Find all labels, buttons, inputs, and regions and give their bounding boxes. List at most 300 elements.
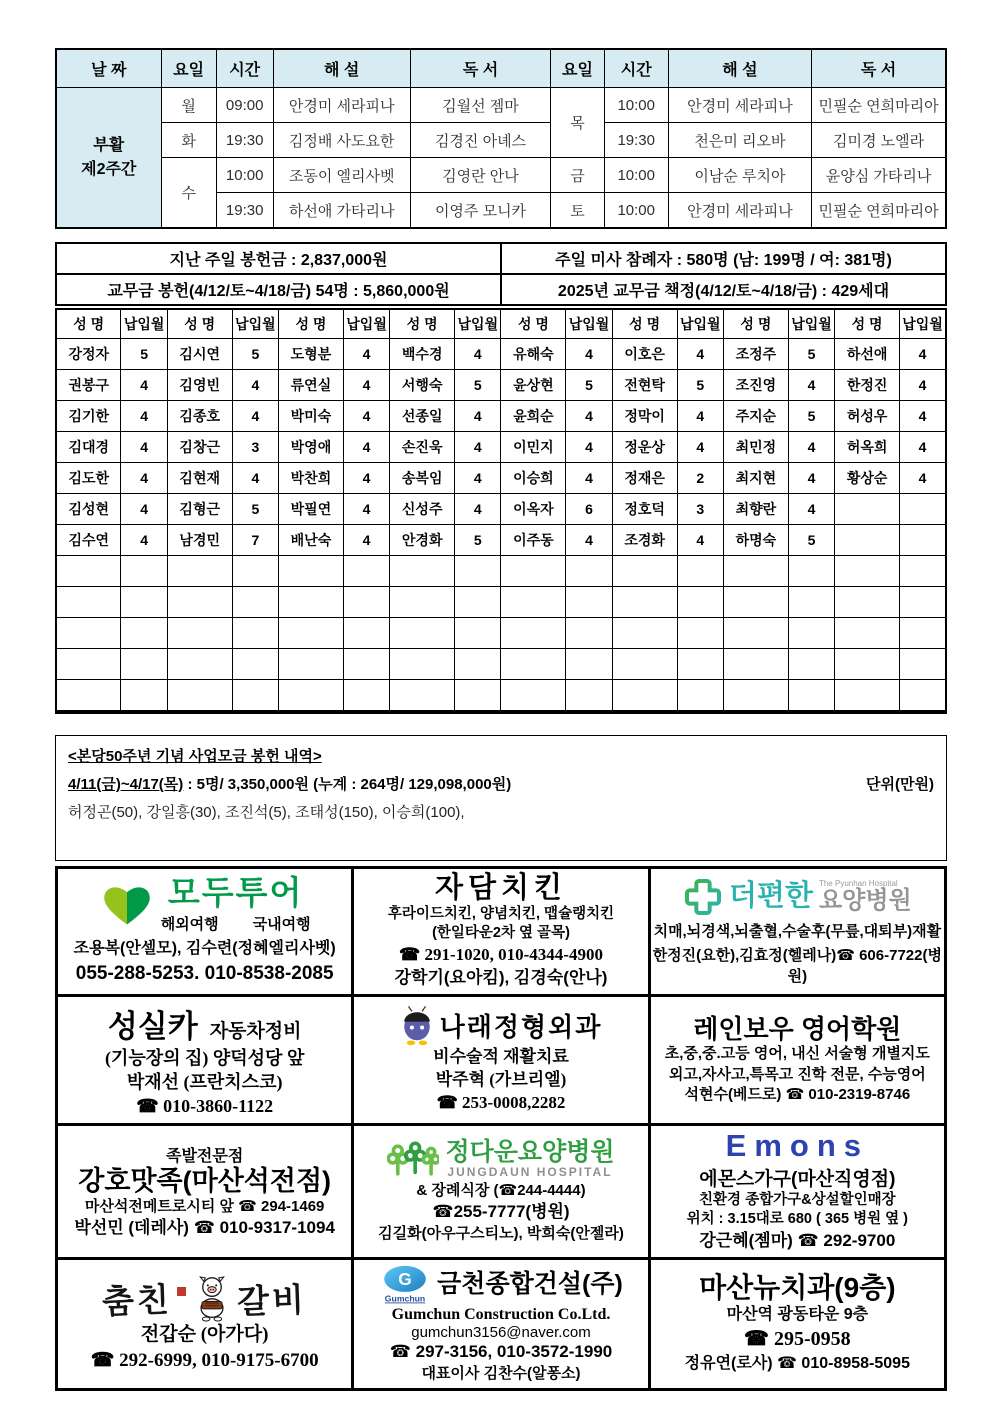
reader-cell: 윤양심 가타리나 xyxy=(812,158,946,193)
modootour-phone: 055-288-5253. 010-8538-2085 xyxy=(75,963,334,985)
paid-month-cell: 4 xyxy=(900,432,946,463)
paid-month-cell xyxy=(788,680,834,713)
member-name-cell: 정막이 xyxy=(612,401,677,432)
schedule-column-header: 시간 xyxy=(604,49,668,88)
paid-month-cell: 4 xyxy=(343,525,389,556)
dues-column-header: 성 명 xyxy=(835,309,900,339)
paid-month-cell: 5 xyxy=(232,494,278,525)
member-name-cell xyxy=(167,680,232,713)
paid-month-cell xyxy=(677,680,723,713)
paid-month-cell: 5 xyxy=(121,339,167,370)
fund-period: 4/11(금)~4/17(목) xyxy=(68,776,184,793)
paid-month-cell: 4 xyxy=(677,401,723,432)
pyunhan-english-name: The Pyunhan Hospital xyxy=(818,879,898,889)
fund-unit-label: 단위(만원) xyxy=(866,776,934,793)
member-name-cell: 김형근 xyxy=(167,494,232,525)
time-cell: 10:00 xyxy=(604,158,668,193)
member-name-cell: 김현재 xyxy=(167,463,232,494)
masan-dental-location: 마산역 광동타운 9층 xyxy=(726,1306,869,1324)
member-name-cell: 최향란 xyxy=(723,494,788,525)
emons-description: 친환경 종합가구&상설할인매장 xyxy=(699,1191,896,1208)
narae-doctor: 박주혁 (가브리엘) xyxy=(435,1070,567,1090)
paid-month-cell: 4 xyxy=(900,401,946,432)
dues-column-header: 납입월 xyxy=(900,309,946,339)
member-name-cell xyxy=(612,556,677,587)
member-name-cell xyxy=(612,618,677,649)
paid-month-cell xyxy=(788,556,834,587)
kangho-title: 강호맛족(마산석전점) xyxy=(78,1165,332,1196)
dues-row xyxy=(56,680,946,713)
commentator-cell: 안경미 세라피나 xyxy=(273,88,410,123)
gumchun-ceo: 대표이사 김찬수(알퐁소) xyxy=(421,1364,581,1382)
schedule-column-header: 독 서 xyxy=(812,49,946,88)
dues-column-header: 성 명 xyxy=(723,309,788,339)
member-name-cell xyxy=(835,556,900,587)
member-name-cell: 손진욱 xyxy=(390,432,455,463)
reader-cell: 민필순 연희마리아 xyxy=(812,88,946,123)
mass-attendance: 주일 미사 참례자 : 580명 (남: 199명 / 여: 381명) xyxy=(501,243,946,274)
paid-month-cell: 4 xyxy=(121,463,167,494)
ads-row xyxy=(57,995,946,1124)
ad-galbi-restaurant xyxy=(57,1258,353,1389)
member-name-cell: 정재은 xyxy=(612,463,677,494)
pyunhan-brand-row xyxy=(653,877,942,917)
reader-cell: 민필순 연희마리아 xyxy=(812,193,946,229)
rainbow-title: 레인보우 영어학원 xyxy=(693,1013,902,1044)
paid-month-cell xyxy=(566,680,612,713)
gumchun-phone: ☎ 297-3156, 010-3572-1990 xyxy=(389,1341,613,1361)
fund-period-amounts xyxy=(68,773,511,794)
sungsil-owner: 박재선 (프란치스코) xyxy=(126,1072,283,1093)
ads-row xyxy=(57,1258,946,1389)
galbi-logo-row xyxy=(60,1274,349,1322)
member-name-cell: 류연실 xyxy=(278,370,343,401)
member-name-cell xyxy=(390,680,455,713)
member-name-cell xyxy=(390,618,455,649)
paid-month-cell: 4 xyxy=(121,494,167,525)
member-name-cell: 박찬희 xyxy=(278,463,343,494)
paid-month-cell: 4 xyxy=(566,525,612,556)
fund-title xyxy=(68,745,934,766)
member-name-cell xyxy=(501,680,566,713)
member-name-cell xyxy=(723,587,788,618)
ad-narae-orthopedics xyxy=(353,995,649,1124)
ad-rainbow-academy xyxy=(649,995,945,1124)
paid-month-cell xyxy=(900,556,946,587)
member-name-cell xyxy=(278,556,343,587)
last-sunday-offering: 지난 주일 봉헌금 : 2,837,000원 xyxy=(56,243,501,274)
member-name-cell: 선종일 xyxy=(390,401,455,432)
member-name-cell: 주지순 xyxy=(723,401,788,432)
paid-month-cell: 4 xyxy=(232,401,278,432)
member-name-cell: 권봉구 xyxy=(56,370,121,401)
paid-month-cell: 4 xyxy=(566,432,612,463)
dues-row xyxy=(56,556,946,587)
dues-column-header: 성 명 xyxy=(390,309,455,339)
paid-month-cell: 5 xyxy=(455,370,501,401)
member-name-cell xyxy=(56,587,121,618)
member-name-cell xyxy=(56,680,121,713)
schedule-column-header: 독 서 xyxy=(410,49,551,88)
schedule-column-header: 해 설 xyxy=(668,49,811,88)
paid-month-cell xyxy=(343,556,389,587)
galbi-logo-right-text: 갈비 xyxy=(236,1282,308,1322)
sungsil-subtitle: 자동차정비 xyxy=(209,1020,302,1042)
commentator-cell: 조동이 엘리사벳 xyxy=(273,158,410,193)
member-name-cell: 허옥희 xyxy=(835,432,900,463)
member-name-cell xyxy=(835,587,900,618)
paid-month-cell: 4 xyxy=(900,339,946,370)
time-cell: 10:00 xyxy=(216,158,273,193)
paid-month-cell: 3 xyxy=(232,432,278,463)
paid-month-cell: 4 xyxy=(455,463,501,494)
member-name-cell: 김수연 xyxy=(56,525,121,556)
member-name-cell: 정운상 xyxy=(612,432,677,463)
narae-title: 나래정형외과 xyxy=(439,1012,603,1042)
paid-month-cell xyxy=(788,618,834,649)
paid-month-cell: 4 xyxy=(677,525,723,556)
pyunhan-contacts: 한정진(요한),김효정(헬레나)☎ 606-7722(병원) xyxy=(652,946,942,985)
paid-month-cell xyxy=(343,618,389,649)
paid-month-cell: 4 xyxy=(900,463,946,494)
member-name-cell xyxy=(56,556,121,587)
gumchun-logo-icon xyxy=(379,1264,431,1306)
galbi-logo-left-text: 춤친 xyxy=(101,1282,173,1322)
paid-month-cell xyxy=(566,618,612,649)
member-name-cell xyxy=(390,649,455,680)
paid-month-cell: 4 xyxy=(121,370,167,401)
day-cell: 화 xyxy=(161,123,216,158)
member-name-cell: 신성주 xyxy=(390,494,455,525)
member-name-cell: 서행숙 xyxy=(390,370,455,401)
paid-month-cell xyxy=(677,587,723,618)
jadam-location: (한일타운2차 옆 골목) xyxy=(432,925,570,942)
member-name-cell: 김기한 xyxy=(56,401,121,432)
dues-row xyxy=(56,401,946,432)
ad-jungdaun-hospital xyxy=(353,1124,649,1258)
commentator-cell: 김정배 사도요한 xyxy=(273,123,410,158)
member-name-cell: 남경민 xyxy=(167,525,232,556)
paid-month-cell xyxy=(121,618,167,649)
gumchun-logo-letter: G xyxy=(398,1268,412,1289)
member-name-cell: 김창근 xyxy=(167,432,232,463)
member-name-cell: 박미숙 xyxy=(278,401,343,432)
paid-month-cell xyxy=(232,618,278,649)
paid-month-cell: 4 xyxy=(343,494,389,525)
paid-month-cell: 4 xyxy=(455,339,501,370)
schedule-table xyxy=(55,48,947,229)
member-name-cell: 이옥자 xyxy=(501,494,566,525)
schedule-column-header: 날 짜 xyxy=(56,49,161,88)
dues-column-header: 성 명 xyxy=(612,309,677,339)
member-name-cell: 최민정 xyxy=(723,432,788,463)
paid-month-cell xyxy=(566,556,612,587)
commentator-cell: 하선애 가타리나 xyxy=(273,193,410,229)
member-name-cell xyxy=(501,618,566,649)
paid-month-cell: 3 xyxy=(677,494,723,525)
day-cell: 월 xyxy=(161,88,216,123)
jungdaun-contacts: 김길화(아우구스티노), 박희숙(안젤라) xyxy=(378,1224,624,1242)
fund-amounts: : 5명/ 3,350,000원 (누계 : 264명/ 129,098,000원) xyxy=(183,776,512,793)
modootour-brand: 모두투어 xyxy=(167,873,304,911)
member-name-cell: 정호덕 xyxy=(612,494,677,525)
member-name-cell: 이승희 xyxy=(501,463,566,494)
paid-month-cell xyxy=(677,556,723,587)
member-name-cell: 이호은 xyxy=(612,339,677,370)
paid-month-cell xyxy=(788,587,834,618)
dues-row xyxy=(56,525,946,556)
paid-month-cell: 5 xyxy=(455,525,501,556)
schedule-row xyxy=(56,123,946,158)
paid-month-cell: 4 xyxy=(566,463,612,494)
paid-month-cell: 4 xyxy=(677,339,723,370)
pyunhan-brand: 더편한 xyxy=(728,880,813,913)
paid-month-cell xyxy=(900,680,946,713)
commentator-cell: 안경미 세라피나 xyxy=(668,88,811,123)
paid-month-cell xyxy=(121,556,167,587)
paid-month-cell: 4 xyxy=(121,401,167,432)
member-name-cell: 백수경 xyxy=(390,339,455,370)
dues-row xyxy=(56,370,946,401)
paid-month-cell xyxy=(900,649,946,680)
reader-cell: 김경진 아녜스 xyxy=(410,123,551,158)
gumchun-brand-row xyxy=(356,1264,645,1306)
member-name-cell xyxy=(612,680,677,713)
member-name-cell xyxy=(278,587,343,618)
member-name-cell: 도형분 xyxy=(278,339,343,370)
dues-offering: 교무금 봉헌(4/12/토~4/18/금) 54명 : 5,860,000원 xyxy=(56,274,501,305)
gumchun-logo-caption: Gumchun xyxy=(384,1293,426,1304)
member-name-cell: 하명숙 xyxy=(723,525,788,556)
gumchun-brand: 금천종합건설(주) xyxy=(437,1270,623,1299)
member-name-cell: 한정진 xyxy=(835,370,900,401)
fund-box xyxy=(55,735,947,861)
member-name-cell: 조진영 xyxy=(723,370,788,401)
gumchun-email: gumchun3156@naver.com xyxy=(411,1323,591,1341)
paid-month-cell: 5 xyxy=(232,339,278,370)
member-name-cell: 김시연 xyxy=(167,339,232,370)
paid-month-cell xyxy=(566,649,612,680)
jadam-phone: ☎ 291-1020, 010-4344-4900 xyxy=(399,945,603,965)
paid-month-cell xyxy=(343,680,389,713)
member-name-cell xyxy=(56,618,121,649)
member-name-cell xyxy=(167,587,232,618)
ad-kangho-jokbal xyxy=(57,1124,353,1258)
ad-modootour xyxy=(57,868,353,996)
paid-month-cell xyxy=(455,680,501,713)
jungdaun-brand-row xyxy=(356,1139,645,1181)
dues-table xyxy=(55,308,947,714)
paid-month-cell: 4 xyxy=(455,432,501,463)
commentator-cell: 이남순 루치아 xyxy=(668,158,811,193)
jadam-owners: 강학기(요아킴), 김경숙(안나) xyxy=(394,967,608,987)
paid-month-cell: 4 xyxy=(455,494,501,525)
galbi-phone: ☎ 292-6999, 010-9175-6700 xyxy=(90,1349,319,1371)
paid-month-cell: 4 xyxy=(788,463,834,494)
sungsil-title: 성실카 xyxy=(107,1008,198,1044)
paid-month-cell: 5 xyxy=(677,370,723,401)
masan-dental-title: 마산뉴치과(9층) xyxy=(699,1272,896,1304)
member-name-cell xyxy=(612,587,677,618)
time-cell: 09:00 xyxy=(216,88,273,123)
jungdaun-hospital-phone: ☎255-7777(병원) xyxy=(432,1201,570,1221)
sungsil-title-row xyxy=(60,1001,349,1046)
member-name-cell: 조정주 xyxy=(723,339,788,370)
dues-column-header: 성 명 xyxy=(56,309,121,339)
week-label: 부활 제2주간 xyxy=(56,88,161,229)
ad-sungsil-car xyxy=(57,995,353,1124)
paid-month-cell xyxy=(121,649,167,680)
paid-month-cell: 7 xyxy=(232,525,278,556)
ad-jadam-chicken xyxy=(353,868,649,996)
modootour-brand-block xyxy=(160,873,311,934)
reader-cell: 이영주 모니카 xyxy=(410,193,551,229)
paid-month-cell xyxy=(232,649,278,680)
summary-row xyxy=(56,274,946,305)
dues-row xyxy=(56,339,946,370)
dues-column-header: 성 명 xyxy=(501,309,566,339)
member-name-cell xyxy=(723,618,788,649)
gumchun-english-name: Gumchun Construction Co.Ltd. xyxy=(391,1305,611,1323)
paid-month-cell: 5 xyxy=(788,401,834,432)
member-name-cell: 김대경 xyxy=(56,432,121,463)
member-name-cell xyxy=(723,680,788,713)
kangho-owner-phone: 박선민 (데레사) ☎ 010-9317-1094 xyxy=(74,1217,335,1237)
paid-month-cell: 4 xyxy=(788,494,834,525)
member-name-cell xyxy=(835,525,900,556)
schedule-column-header: 요일 xyxy=(551,49,604,88)
paid-month-cell xyxy=(900,618,946,649)
kangho-category: 족발전문점 xyxy=(166,1147,244,1165)
paid-month-cell xyxy=(232,680,278,713)
narae-phone: ☎ 253-0008,2282 xyxy=(436,1093,566,1113)
jungdaun-brand: 정다운요양병원 xyxy=(445,1138,615,1167)
dues-header-row xyxy=(56,309,946,339)
fund-donor-list: 허정곤(50), 강일흥(30), 조진석(5), 조태성(150), 이승희(100), xyxy=(68,804,465,821)
paid-month-cell: 4 xyxy=(343,401,389,432)
member-name-cell: 김성현 xyxy=(56,494,121,525)
paid-month-cell: 4 xyxy=(566,339,612,370)
fund-title-text: <본당50주년 기념 사업모금 봉헌 내역> xyxy=(68,748,322,765)
dues-row xyxy=(56,587,946,618)
dues-column-header: 납입월 xyxy=(677,309,723,339)
paid-month-cell xyxy=(566,587,612,618)
dues-column-header: 납입월 xyxy=(788,309,834,339)
paid-month-cell: 4 xyxy=(343,432,389,463)
dues-column-header: 납입월 xyxy=(455,309,501,339)
dues-column-header: 성 명 xyxy=(278,309,343,339)
pyunhan-brand-stack xyxy=(819,880,912,913)
paid-month-cell: 4 xyxy=(232,370,278,401)
masan-dental-contact: 정유연(로사) ☎ 010-8958-5095 xyxy=(684,1354,910,1372)
modootour-heart-icon xyxy=(99,880,155,930)
member-name-cell xyxy=(612,649,677,680)
schedule-row xyxy=(56,158,946,193)
member-name-cell: 안경화 xyxy=(390,525,455,556)
ad-gumchun-construction xyxy=(353,1258,649,1389)
member-name-cell xyxy=(390,587,455,618)
paid-month-cell: 4 xyxy=(788,432,834,463)
day-cell: 금 xyxy=(551,158,604,193)
dues-column-header: 성 명 xyxy=(167,309,232,339)
member-name-cell xyxy=(167,649,232,680)
member-name-cell: 윤희순 xyxy=(501,401,566,432)
member-name-cell xyxy=(56,649,121,680)
member-name-cell: 최지현 xyxy=(723,463,788,494)
paid-month-cell xyxy=(121,680,167,713)
paid-month-cell xyxy=(677,618,723,649)
day-cell: 목 xyxy=(551,88,604,158)
member-name-cell xyxy=(167,618,232,649)
paid-month-cell xyxy=(900,525,946,556)
dues-row xyxy=(56,494,946,525)
member-name-cell: 유해숙 xyxy=(501,339,566,370)
paid-month-cell xyxy=(121,587,167,618)
member-name-cell: 송복임 xyxy=(390,463,455,494)
pyunhan-services: 치매,뇌경색,뇌출혈,수술후(무릎,대퇴부)재활 xyxy=(653,922,942,940)
schedule-header-row xyxy=(56,49,946,88)
member-name-cell xyxy=(501,587,566,618)
paid-month-cell: 4 xyxy=(343,370,389,401)
rainbow-contact: 석현수(베드로) ☎ 010-2319-8746 xyxy=(684,1085,911,1103)
member-name-cell: 박영애 xyxy=(278,432,343,463)
paid-month-cell xyxy=(677,649,723,680)
member-name-cell: 허성우 xyxy=(835,401,900,432)
emons-contact: 강근혜(젬마) ☎ 292-9700 xyxy=(699,1230,896,1250)
galbi-owner: 전갑순 (아가다) xyxy=(140,1324,269,1346)
member-name-cell: 김영빈 xyxy=(167,370,232,401)
paid-month-cell xyxy=(232,587,278,618)
time-cell: 10:00 xyxy=(604,193,668,229)
member-name-cell: 윤상현 xyxy=(501,370,566,401)
commentator-cell: 천은미 리오바 xyxy=(668,123,811,158)
ad-masan-new-dental xyxy=(649,1258,945,1389)
dues-row xyxy=(56,463,946,494)
modootour-overseas-label: 해외여행 xyxy=(160,915,219,933)
masan-dental-phone: ☎ 295-0958 xyxy=(744,1327,851,1350)
member-name-cell xyxy=(835,618,900,649)
jungdaun-funeral-phone: & 장례식장 (☎244-4444) xyxy=(416,1181,586,1199)
pyunhan-cross-icon xyxy=(683,877,723,917)
paid-month-cell xyxy=(455,556,501,587)
reader-cell: 김월선 젬마 xyxy=(410,88,551,123)
paid-month-cell xyxy=(455,587,501,618)
member-name-cell: 배난숙 xyxy=(278,525,343,556)
time-cell: 19:30 xyxy=(216,123,273,158)
member-name-cell xyxy=(835,649,900,680)
member-name-cell: 조경화 xyxy=(612,525,677,556)
jungdaun-brand-stack xyxy=(445,1140,614,1179)
member-name-cell: 황상순 xyxy=(835,463,900,494)
pyunhan-brand-suffix: 요양병원 xyxy=(818,887,912,915)
member-name-cell xyxy=(501,556,566,587)
jadam-title: 자담치킨 xyxy=(434,872,568,904)
emons-address: 위치 : 3.15대로 680 ( 365 병원 옆 ) xyxy=(686,1211,909,1228)
pig-chef-mascot-icon xyxy=(191,1274,233,1322)
paid-month-cell: 4 xyxy=(677,432,723,463)
member-name-cell xyxy=(278,618,343,649)
member-name-cell xyxy=(723,556,788,587)
member-name-cell xyxy=(167,556,232,587)
ads-row xyxy=(57,868,946,996)
member-name-cell xyxy=(835,680,900,713)
dues-column-header: 납입월 xyxy=(121,309,167,339)
paid-month-cell: 4 xyxy=(900,370,946,401)
summary-table xyxy=(55,242,947,306)
paid-month-cell xyxy=(455,618,501,649)
member-name-cell: 김종호 xyxy=(167,401,232,432)
paid-month-cell: 4 xyxy=(121,525,167,556)
